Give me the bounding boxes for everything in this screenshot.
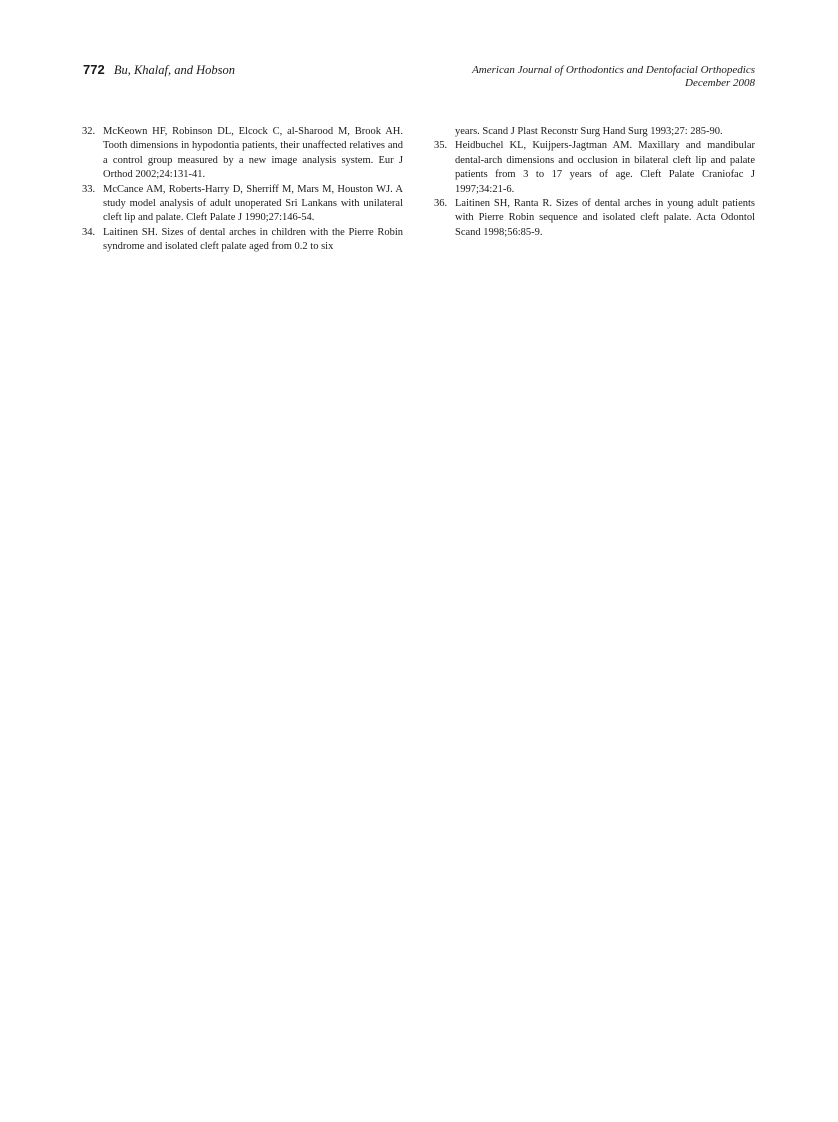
reference-number: 34.: [82, 226, 96, 238]
reference-item: [82, 183, 403, 226]
reference-text: Heidbuchel KL, Kuijpers-Jagtman AM. Maxillary and mandibular dental-arch dimensions and occlusion in bilateral cleft lip and palate patients from 3 to 17 years of age. Cleft Palate Craniofac J 1997;34:21-6.: [455, 140, 755, 195]
journal-title: American Journal of Orthodontics and Dentofacial Orthopedics: [472, 64, 755, 76]
running-head-authors: Bu, Khalaf, and Hobson: [113, 63, 236, 77]
page-header: [83, 62, 755, 96]
running-head-right: [472, 64, 755, 90]
reference-text: Laitinen SH, Ranta R. Sizes of dental arches in young adult patients with Pierre Robin sequence and isolated cleft palate. Acta Odontol Scand 1998;56:85-9.: [455, 198, 755, 238]
reference-item: [434, 139, 755, 197]
reference-text: Laitinen SH. Sizes of dental arches in children with the Pierre Robin syndrome and isolated cleft palate aged from 0.2 to six: [103, 226, 403, 253]
reference-text: McCance AM, Roberts-Harry D, Sherriff M, Mars M, Houston WJ. A study model analysis of adult unoperated Sri Lankans with unilateral cleft lip and palate. Cleft Palate J 1990;27:146-54.: [103, 183, 403, 224]
reference-item: [434, 197, 755, 240]
reference-continuation: [434, 125, 755, 139]
reference-text: McKeown HF, Robinson DL, Elcock C, al-Sharood M, Brook AH. Tooth dimensions in hypodontia patients, their unaffected relatives and a control group measured by a new image analysis system. Eur J Orthod 2002;24:131-41.: [103, 126, 403, 181]
references-right-column: [434, 125, 755, 240]
running-head-left: [83, 62, 235, 78]
reference-number: 35.: [434, 140, 448, 152]
reference-item: [82, 226, 403, 255]
reference-number: 32.: [82, 126, 96, 137]
reference-number: 36.: [434, 198, 448, 210]
reference-item: [82, 125, 403, 183]
reference-text: years. Scand J Plast Reconstr Surg Hand Surg 1993;27: 285-90.: [455, 126, 723, 137]
reference-number: 33.: [82, 183, 96, 195]
issue-date: December 2008: [685, 77, 755, 89]
references-left-column: [82, 125, 403, 255]
page-number: 772: [83, 62, 105, 77]
